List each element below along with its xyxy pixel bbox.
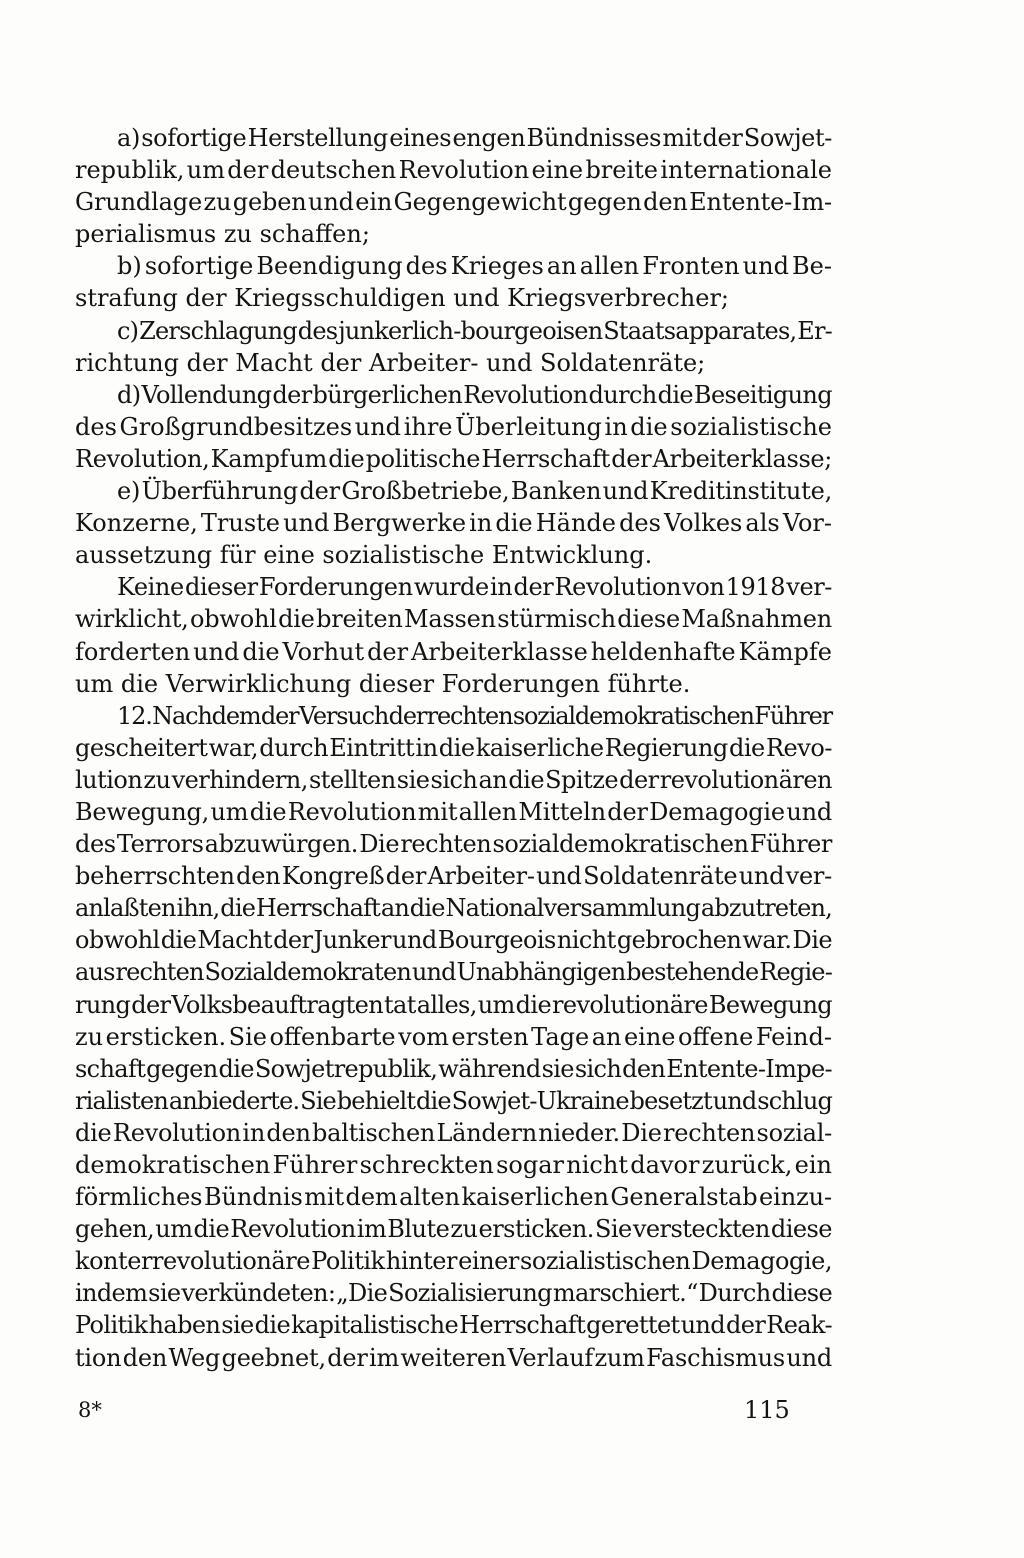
text-line: wirklicht, obwohl die breiten Massen stürmisch diese Maßnahmen — [75, 605, 833, 634]
text-line: e) Überführung der Großbetriebe, Banken und Kreditinstitute, — [117, 477, 833, 506]
text-line: die Revolution in den baltischen Ländern nieder. Die rechten sozial- — [75, 1118, 832, 1147]
text-line: Bewegung, um die Revolution mit allen Mitteln der Demagogie und — [75, 797, 832, 826]
text-line: zu ersticken. Sie offenbarte vom ersten Tage an eine offene Feind- — [75, 1022, 832, 1051]
text-line: b) sofortige Beendigung des Krieges an allen Fronten und Be- — [117, 252, 832, 281]
text-line: Keine dieser Forderungen wurde in der Revolution von 1918 ver- — [117, 573, 832, 602]
text-line: gescheitert war, durch Eintritt in die kaiserliche Regierung die Revo- — [75, 733, 832, 762]
text-line: 12. Nachdem der Versuch der rechten sozialdemokratischen Führer — [117, 701, 832, 730]
text-line: um die Verwirklichung dieser Forderungen führte. — [75, 669, 691, 698]
page-number: 115 — [744, 1396, 790, 1424]
text-line: schaft gegen die Sowjetrepublik, während sie sich den Entente-Impe- — [75, 1054, 832, 1083]
text-line: indem sie verkündeten: „Die Sozialisierung marschiert.“ Durch diese — [75, 1279, 832, 1308]
text-line: des Großgrundbesitzes und ihre Überleitung in die sozialistische — [75, 412, 832, 441]
signature-mark: 8* — [78, 1398, 102, 1422]
text-line: republik, um der deutschen Revolution eine breite internationale — [75, 156, 832, 185]
text-line: des Terrors abzuwürgen. Die rechten sozialdemokratischen Führer — [75, 830, 832, 859]
text-line: konterrevolutionäre Politik hinter einer sozialistischen Demagogie, — [75, 1247, 833, 1276]
text-line: Politik haben sie die kapitalistische Herrschaft gerettet und der Reak- — [75, 1311, 832, 1340]
text-line: forderten und die Vorhut der Arbeiterklasse heldenhafte Kämpfe — [75, 637, 832, 666]
text-line: a) sofortige Herstellung eines engen Bündnisses mit der Sowjet- — [117, 124, 832, 152]
text-line: Grundlage zu geben und ein Gegengewicht gegen den Entente-Im- — [75, 188, 833, 217]
text-line: tion den Weg geebnet, der im weiteren Verlauf zum Faschismus und — [75, 1343, 832, 1372]
text-line: rialisten anbiederte. Sie behielt die Sowjet-Ukraine besetzt und schlug — [75, 1086, 832, 1115]
text-line: förmliches Bündnis mit dem alten kaiserlichen Generalstab einzu- — [75, 1183, 832, 1212]
text-line: obwohl die Macht der Junker und Bourgeois nicht gebrochen war. Die — [75, 926, 832, 955]
text-line: beherrschten den Kongreß der Arbeiter- und Soldatenräte und ver- — [75, 862, 832, 891]
text-line: aus rechten Sozialdemokraten und Unabhängigen bestehende Regie- — [75, 958, 832, 987]
text-line: c) Zerschlagung des junkerlich-bourgeoisen Staatsapparates, Er- — [117, 316, 832, 345]
text-line: Revolution, Kampf um die politische Herrschaft der Arbeiterklasse; — [75, 444, 832, 473]
text-line: rung der Volksbeauftragten tat alles, um die revolutionäre Bewegung — [75, 990, 833, 1019]
body-text — [75, 122, 832, 1374]
text-line: demokratischen Führer schreckten sogar nicht davor zurück, ein — [75, 1151, 832, 1179]
text-line: anlaßten ihn, die Herrschaft an die Nationalversammlung abzutreten, — [75, 894, 832, 923]
text-line: Konzerne, Truste und Bergwerke in die Hände des Volkes als Vor- — [75, 509, 832, 538]
text-line: gehen, um die Revolution im Blute zu ersticken. Sie versteckten diese — [75, 1215, 832, 1244]
text-line: perialismus zu schaffen; — [75, 220, 370, 249]
text-line: d) Vollendung der bürgerlichen Revolution durch die Beseitigung — [117, 380, 832, 409]
text-line: richtung der Macht der Arbeiter- und Soldatenräte; — [75, 348, 706, 377]
text-line: lution zu verhindern, stellten sie sich an die Spitze der revolutionären — [75, 765, 833, 794]
text-line: strafung der Kriegsschuldigen und Kriegsverbrecher; — [75, 284, 729, 313]
text-line: aussetzung für eine sozialistische Entwicklung. — [75, 541, 653, 570]
